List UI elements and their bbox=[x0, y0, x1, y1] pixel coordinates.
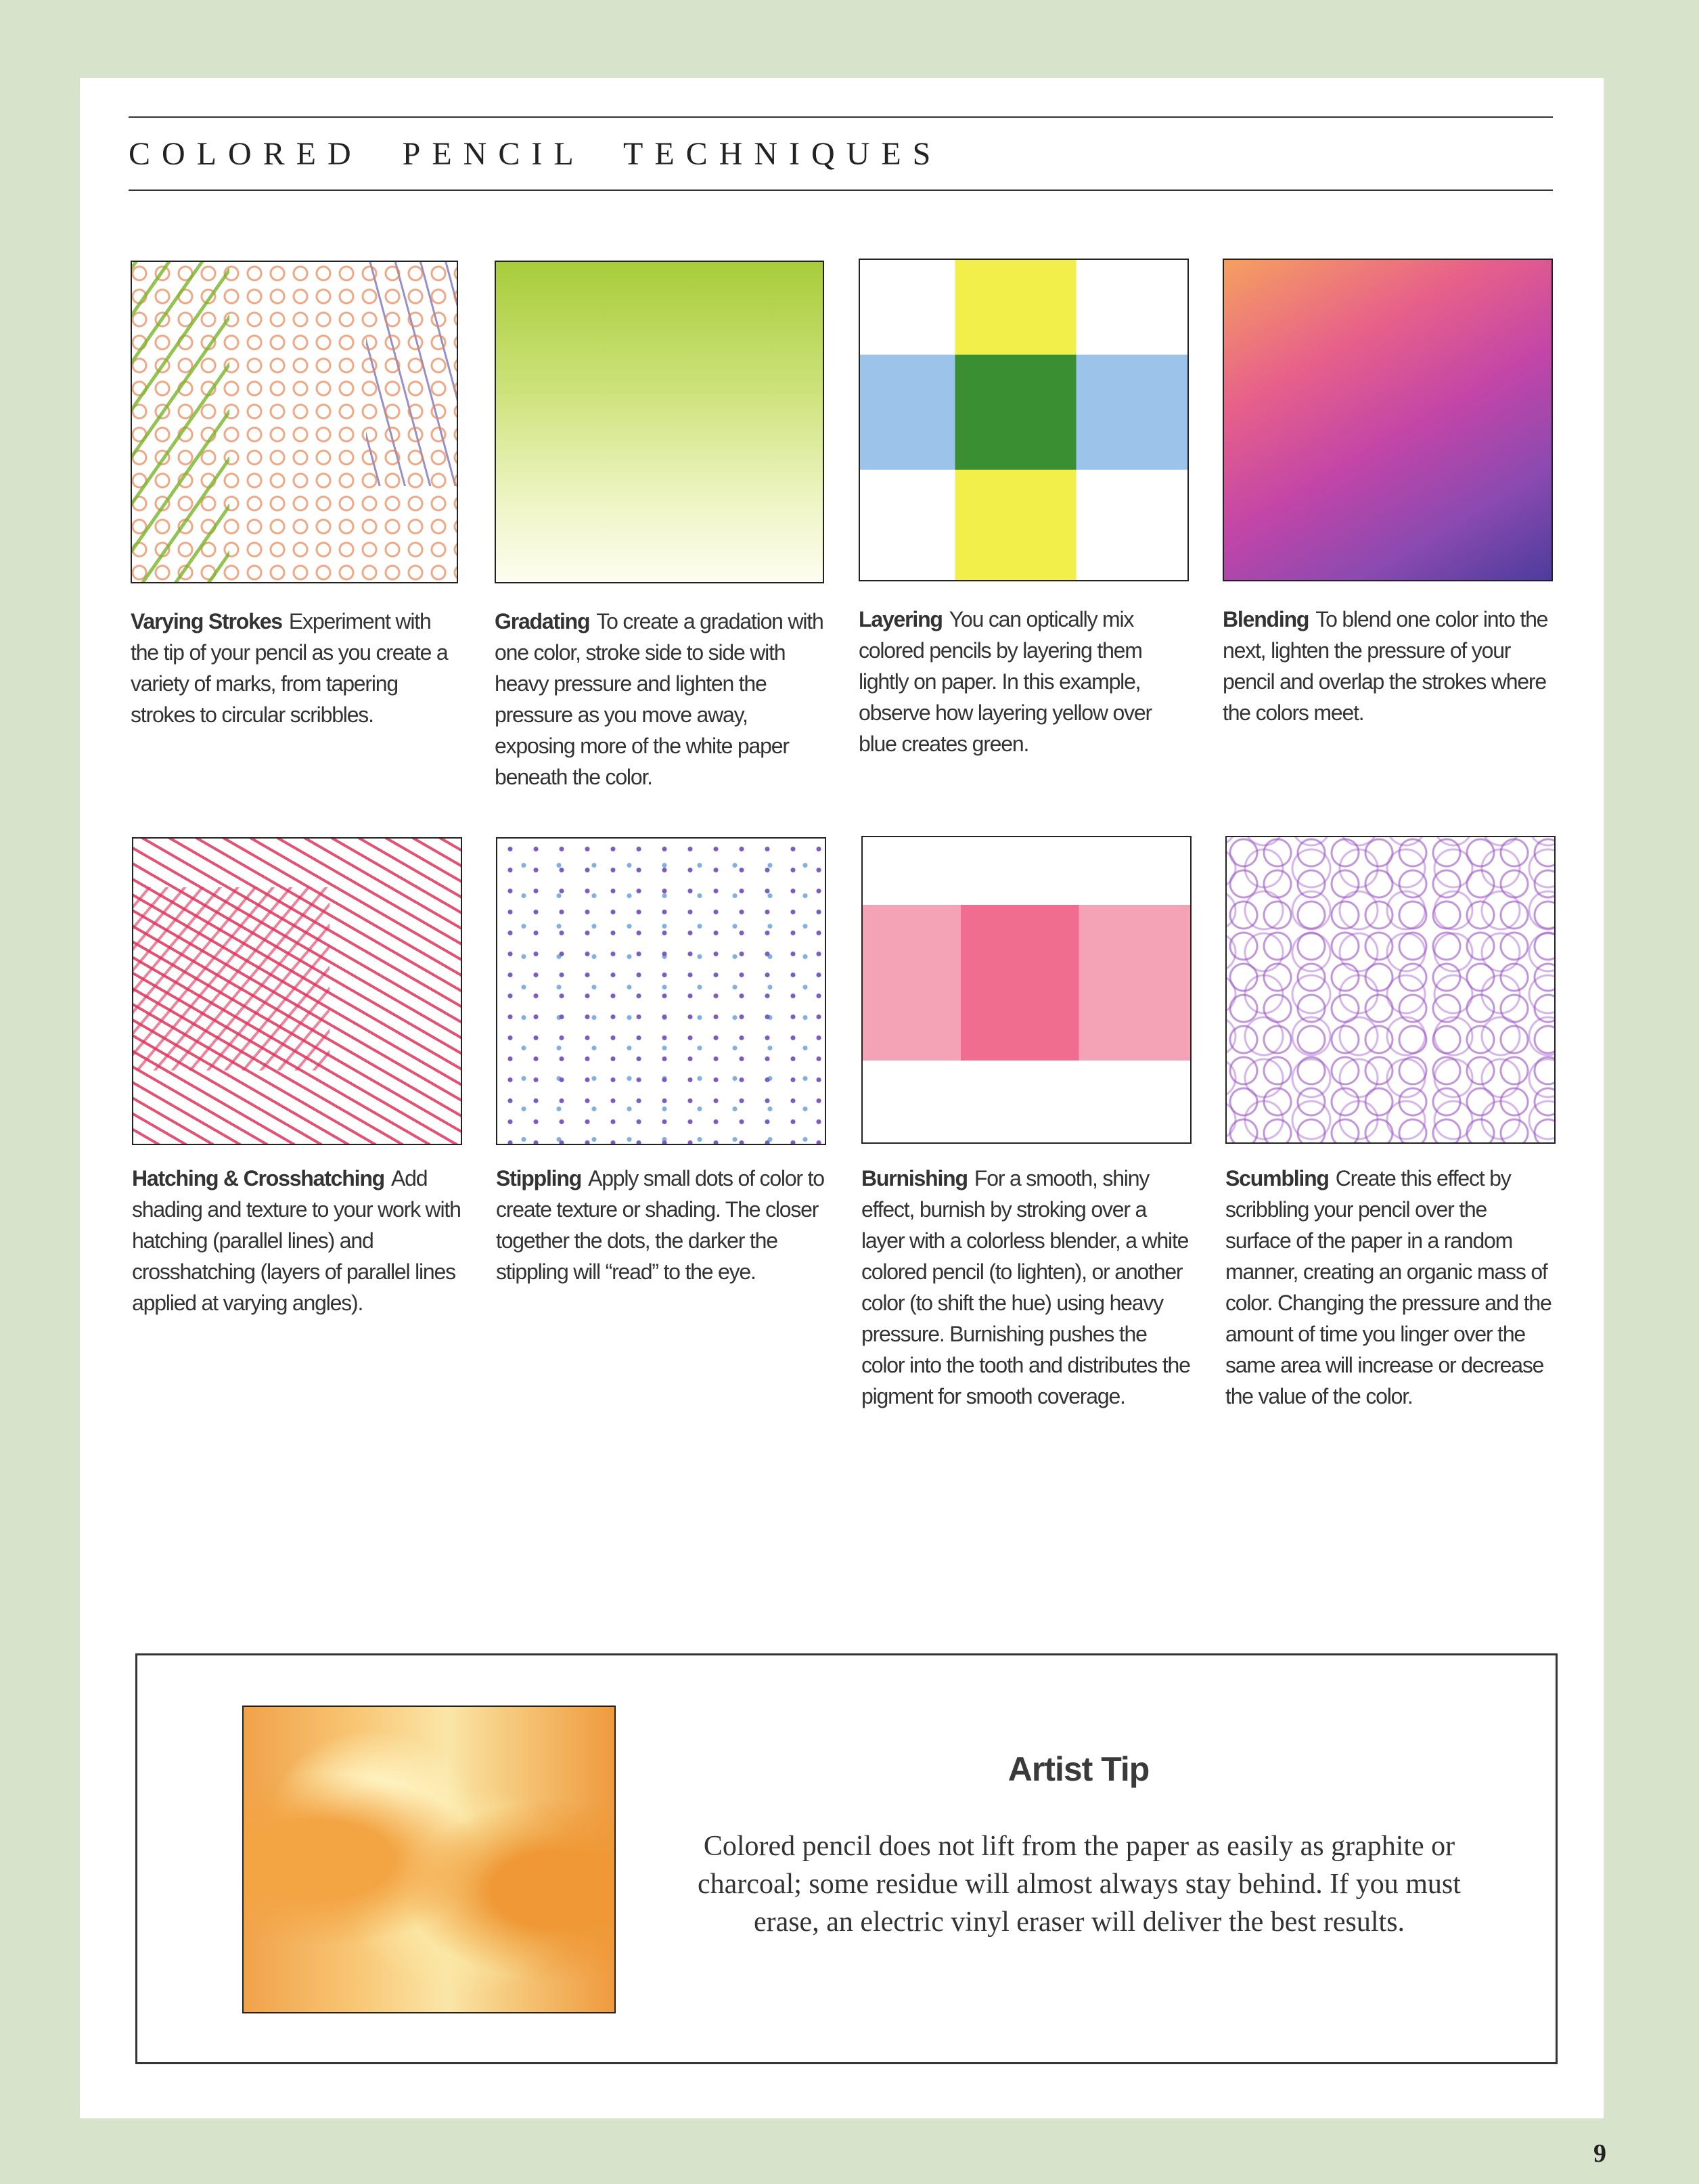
caption-heading: Gradating bbox=[495, 609, 590, 633]
caption-heading: Stippling bbox=[496, 1166, 582, 1190]
swatch-burnishing bbox=[861, 836, 1192, 1144]
caption-text: To create a gradation with one color, stroke side to side with heavy pressure and lighten the pressure as you move away, exposing more of the white paper beneath the color. bbox=[495, 609, 823, 789]
swatch-hatching bbox=[132, 837, 462, 1145]
caption-scumbling bbox=[1225, 1163, 1557, 1412]
artist-tip-text: Colored pencil does not lift from the paper as easily as graphite or charcoal; some residue will almost always stay behind. If you must erase, an electric vinyl eraser will deliver the best results. bbox=[698, 1831, 1461, 1938]
caption-gradating bbox=[495, 606, 826, 793]
caption-heading: Scumbling bbox=[1225, 1166, 1329, 1190]
swatch-scumbling bbox=[1225, 836, 1556, 1144]
caption-text: Add shading and texture to your work with hatching (parallel lines) and crosshatching (layers of parallel lines applied at varying angles). bbox=[132, 1166, 461, 1315]
caption-text: Apply small dots of color to create texture or shading. The closer together the dots, the darker the stippling will “read” to the eye. bbox=[496, 1166, 824, 1284]
caption-stippling bbox=[496, 1163, 828, 1287]
caption-text: To blend one color into the next, lighten the pressure of your pencil and overlap the strokes where the colors meet. bbox=[1223, 607, 1548, 725]
swatch-layering bbox=[859, 259, 1189, 581]
artist-tip-swatch bbox=[242, 1706, 616, 2013]
caption-heading: Layering bbox=[859, 607, 943, 631]
swatch-stippling bbox=[496, 837, 826, 1145]
title-rule bbox=[129, 190, 1553, 191]
caption-heading: Blending bbox=[1223, 607, 1309, 631]
page-number: 9 bbox=[1593, 2139, 1606, 2168]
caption-heading: Burnishing bbox=[861, 1166, 968, 1190]
swatch-gradating bbox=[495, 261, 824, 583]
caption-blending bbox=[1223, 604, 1554, 728]
swatch-blending bbox=[1223, 259, 1553, 581]
caption-varying-strokes bbox=[131, 606, 462, 730]
caption-layering bbox=[859, 604, 1190, 759]
page-title: COLORED PENCIL TECHNIQUES bbox=[129, 136, 943, 172]
caption-text: For a smooth, shiny effect, burnish by stroking over a layer with a colorless blender, a white colored pencil (to lighten), or another color (to shift the hue) using heavy pressure. Burnishing pushes the color into the tooth and distributes the pigment for smooth coverage. bbox=[861, 1166, 1190, 1408]
caption-text: Create this effect by scribbling your pencil over the surface of the paper in a random manner, creating an organic mass of color. Changing the pressure and the amount of time you linger over the same area will increase or decrease the value of the color. bbox=[1225, 1166, 1551, 1408]
top-rule bbox=[129, 116, 1553, 118]
caption-text: Experiment with the tip of your pencil as you create a variety of marks, from tapering strokes to circular scribbles. bbox=[131, 609, 448, 727]
caption-heading: Hatching & Crosshatching bbox=[132, 1166, 385, 1190]
caption-text: You can optically mix colored pencils by layering them lightly on paper. In this example, observe how layering yellow over blue creates green. bbox=[859, 607, 1152, 756]
artist-tip-title: Artist Tip bbox=[1007, 1750, 1150, 1788]
swatch-varying-strokes bbox=[131, 261, 458, 583]
caption-heading: Varying Strokes bbox=[131, 609, 282, 633]
caption-burnishing bbox=[861, 1163, 1193, 1412]
caption-hatching bbox=[132, 1163, 463, 1318]
